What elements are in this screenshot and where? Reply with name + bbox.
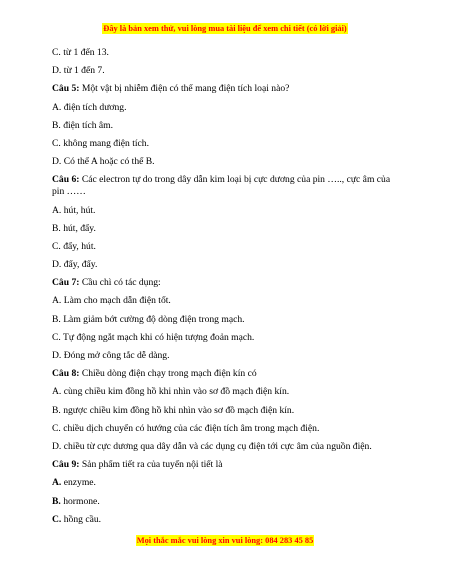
line-label: Câu 5: (52, 83, 80, 95)
answer-option (52, 47, 402, 59)
line-text: C. không mang điện tích. (52, 137, 149, 149)
line-text: D. đẩy, đẩy. (52, 259, 98, 271)
preview-banner (0, 24, 450, 33)
preview-banner-text: Đây là bản xem thử, vui lòng mua tài liệu để xem chi tiết (có lời giải) (103, 24, 347, 33)
answer-option (52, 350, 402, 362)
line-text: C. đẩy, hút. (52, 240, 96, 252)
question-line (52, 83, 402, 95)
line-text: D. Có thể A hoặc có thể B. (52, 156, 155, 168)
line-text: hồng cầu. (61, 513, 102, 525)
line-label: Câu 9: (52, 459, 80, 471)
line-label: A. (52, 477, 62, 489)
line-label: Câu 7: (52, 277, 80, 289)
line-text: Chiều dòng điện chạy trong mạch điện kín có (79, 368, 257, 380)
answer-option (52, 241, 402, 253)
answer-option (52, 314, 402, 326)
answer-option (52, 156, 402, 168)
answer-option (52, 102, 402, 114)
line-label: C. (52, 513, 62, 525)
line-text: Cầu chì có tác dụng: (79, 277, 161, 289)
line-text: D. từ 1 đến 7. (52, 65, 105, 77)
line-text: Sản phẩm tiết ra của tuyến nội tiết là (79, 459, 223, 471)
line-text: A. hút, hút. (52, 204, 96, 216)
question-line (52, 496, 402, 508)
answer-option (52, 138, 402, 150)
line-text: A. Làm cho mạch dẫn điện tốt. (52, 295, 171, 307)
line-text: D. Đóng mở công tắc dễ dàng. (52, 350, 170, 361)
line-text: B. hút, đẩy. (52, 222, 96, 234)
line-text: Một vật bị nhiễm điện có thể mang điện tích loại nào? (79, 83, 290, 95)
line-label: B. (52, 495, 61, 507)
line-label: Câu 6: (52, 174, 80, 186)
answer-option (52, 405, 402, 417)
question-line (52, 459, 402, 471)
contact-footer-text: Mọi thắc mắc vui lòng xin vui lòng: 084 283 45 85 (136, 536, 314, 545)
line-text: Các electron tự do trong dây dẫn kim loại bị cực dương của pin ….., cực âm của pin …… (52, 174, 391, 198)
line-text: B. Làm giảm bớt cường độ dòng điện trong mạch. (52, 313, 245, 325)
line-text: C. từ 1 đến 13. (52, 47, 109, 58)
question-line (52, 514, 402, 526)
answer-option (52, 65, 402, 77)
question-line (52, 277, 402, 289)
answer-option (52, 332, 402, 344)
question-line (52, 174, 402, 198)
line-text: B. điện tích âm. (52, 119, 114, 131)
contact-footer (0, 536, 450, 545)
answer-option (52, 423, 402, 435)
question-line (52, 477, 402, 489)
document-body (52, 47, 402, 532)
line-text: A. điện tích dương. (52, 101, 127, 113)
answer-option (52, 441, 402, 453)
line-label: Câu 8: (52, 368, 80, 380)
answer-option (52, 259, 402, 271)
question-line (52, 368, 402, 380)
answer-option (52, 386, 402, 398)
line-text: C. Tự động ngắt mạch khi có hiện tượng đoản mạch. (52, 331, 255, 343)
answer-option (52, 120, 402, 132)
answer-option (52, 223, 402, 235)
answer-option (52, 295, 402, 307)
line-text: B. ngược chiều kim đồng hồ khi nhìn vào sơ đồ mạch điện kín. (52, 404, 295, 416)
line-text: D. chiều từ cực dương qua dây dẫn và các dụng cụ điện tới cực âm của nguồn điện. (52, 440, 372, 452)
line-text: hormone. (60, 495, 100, 507)
line-text: C. chiều dịch chuyển có hướng của các điện tích âm trong mạch điện. (52, 422, 320, 434)
line-text: enzyme. (61, 477, 96, 489)
line-text: A. cùng chiều kim đồng hồ khi nhìn vào sơ đồ mạch điện kín. (52, 386, 290, 398)
answer-option (52, 205, 402, 217)
